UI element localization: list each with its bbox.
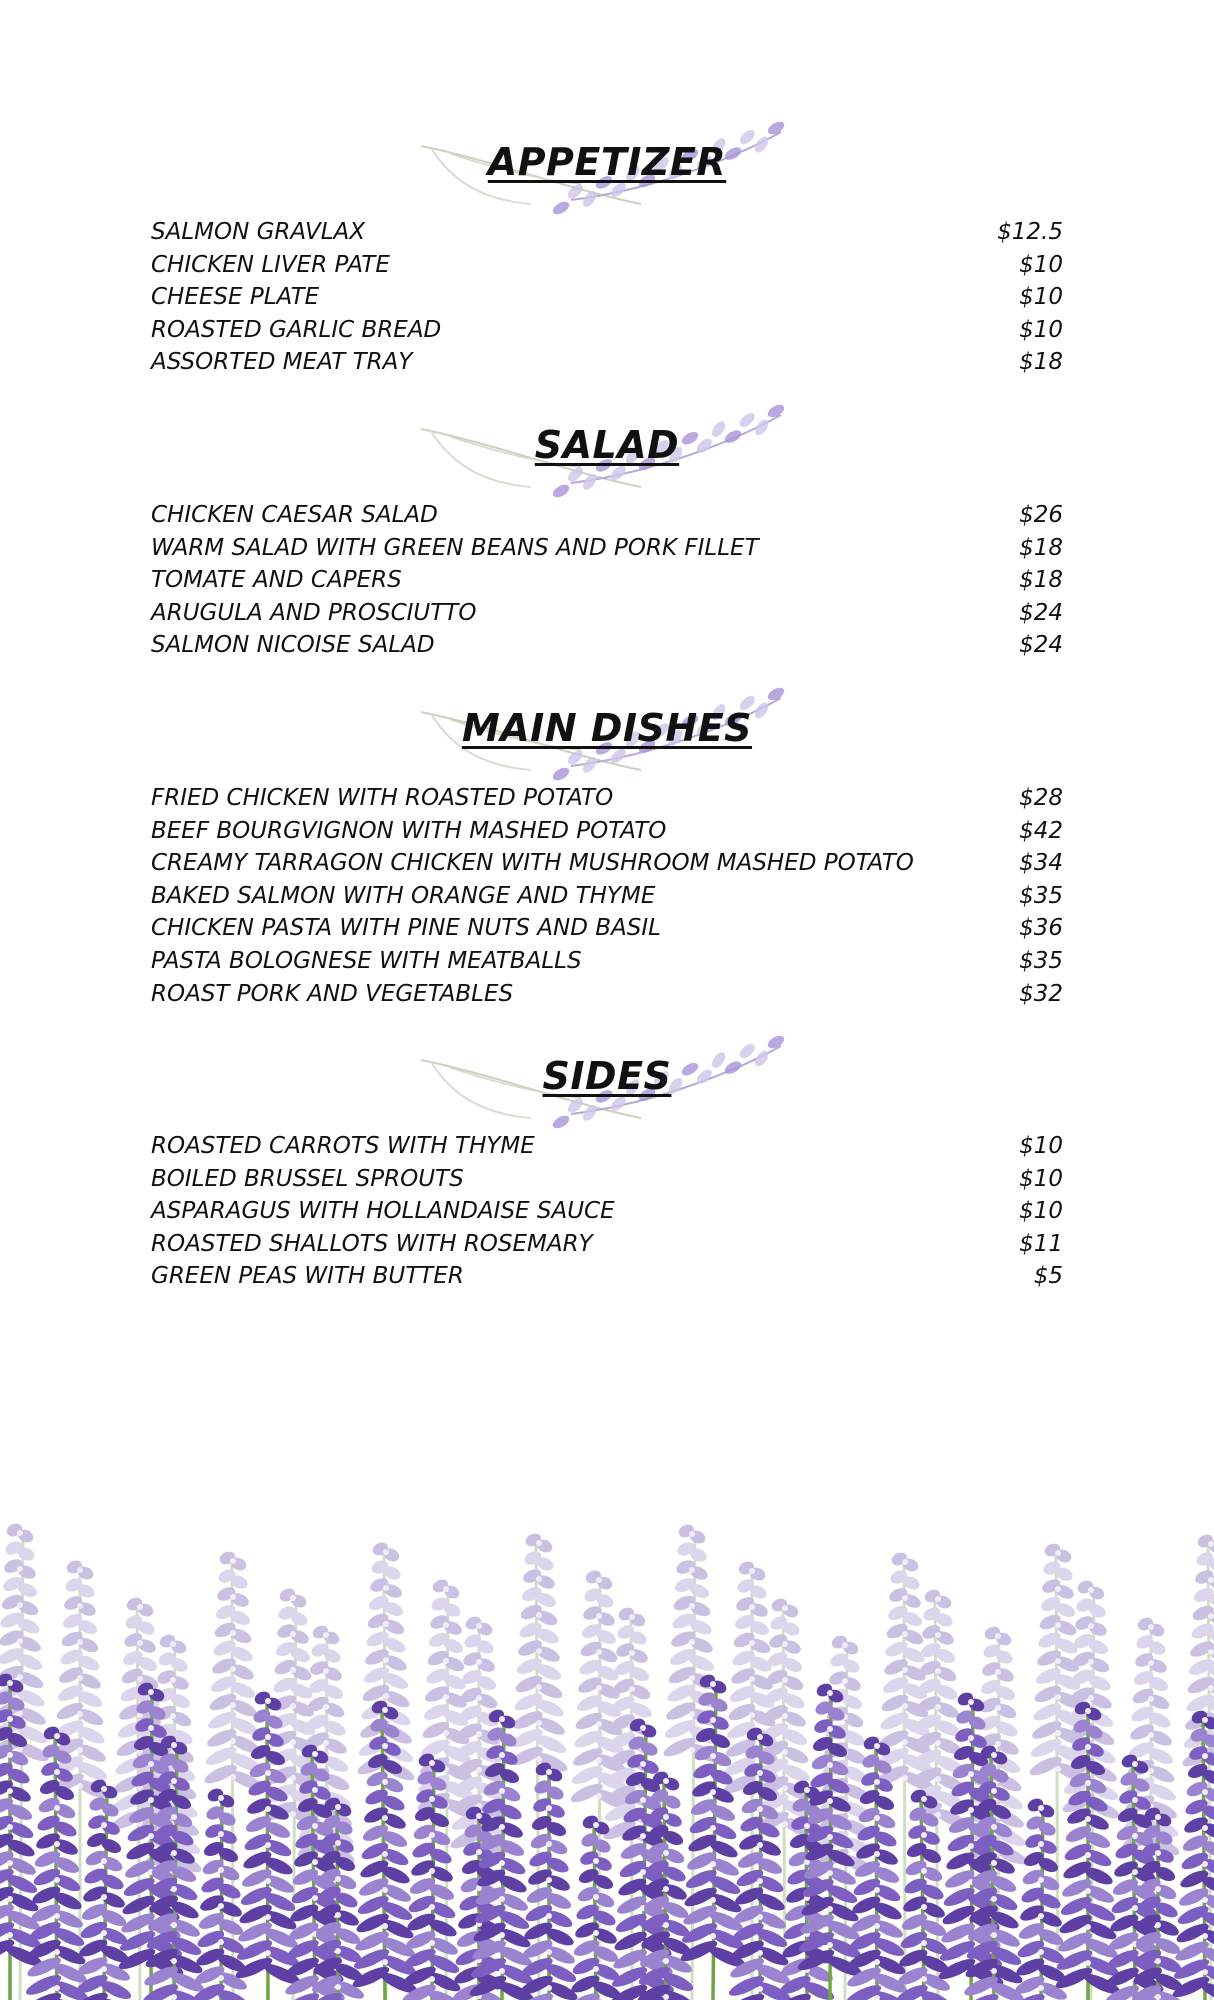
item-price: $11	[1019, 1230, 1063, 1257]
menu-item	[151, 499, 1063, 532]
item-price: $18	[1019, 567, 1063, 594]
menu	[151, 118, 1063, 1293]
menu-section-sides	[151, 1032, 1063, 1293]
section-header	[151, 118, 1063, 218]
item-price: $10	[1019, 284, 1063, 311]
item-name: ARUGULA AND PROSCIUTTO	[151, 599, 477, 626]
item-name: CREAMY TARRAGON CHICKEN WITH MUSHROOM MASHED POTATO	[151, 850, 914, 877]
item-price: $34	[1019, 850, 1063, 877]
item-price: $10	[1019, 1165, 1063, 1192]
item-price: $10	[1019, 251, 1063, 278]
menu-item	[151, 1228, 1063, 1261]
item-price: $42	[1019, 817, 1063, 844]
menu-section-appetizer	[151, 118, 1063, 379]
menu-item	[151, 815, 1063, 848]
item-name: CHEESE PLATE	[151, 284, 320, 311]
item-price: $18	[1019, 534, 1063, 561]
item-name: BAKED SALMON WITH ORANGE AND THYME	[151, 882, 656, 909]
menu-item	[151, 216, 1063, 249]
item-price: $24	[1019, 599, 1063, 626]
section-header	[151, 684, 1063, 784]
menu-item-list	[151, 782, 1063, 1010]
item-price: $24	[1019, 632, 1063, 659]
menu-item-list	[151, 216, 1063, 379]
menu-item-list	[151, 1130, 1063, 1293]
section-header	[151, 1032, 1063, 1132]
item-price: $35	[1019, 882, 1063, 909]
item-name: GREEN PEAS WITH BUTTER	[151, 1263, 464, 1290]
menu-item	[151, 314, 1063, 347]
menu-item	[151, 1130, 1063, 1163]
menu-section-main-dishes	[151, 684, 1063, 1010]
menu-item	[151, 564, 1063, 597]
item-name: ROASTED GARLIC BREAD	[151, 316, 442, 343]
item-price: $12.5	[997, 219, 1063, 245]
section-title: APPETIZER	[487, 140, 727, 184]
item-price: $28	[1019, 784, 1063, 811]
item-price: $10	[1019, 316, 1063, 343]
item-price: $18	[1019, 349, 1063, 376]
item-name: CHICKEN LIVER PATE	[151, 251, 390, 278]
item-price: $5	[1033, 1263, 1063, 1290]
menu-item	[151, 597, 1063, 630]
menu-item	[151, 281, 1063, 314]
item-price: $10	[1019, 1133, 1063, 1160]
menu-item	[151, 249, 1063, 282]
item-name: CHICKEN PASTA WITH PINE NUTS AND BASIL	[151, 915, 661, 942]
item-name: ROASTED CARROTS WITH THYME	[151, 1133, 535, 1160]
menu-item	[151, 847, 1063, 880]
item-name: ASPARAGUS WITH HOLLANDAISE SAUCE	[151, 1198, 615, 1225]
menu-item	[151, 945, 1063, 978]
item-name: WARM SALAD WITH GREEN BEANS AND PORK FILLET	[151, 534, 759, 561]
item-name: CHICKEN CAESAR SALAD	[151, 501, 438, 528]
menu-item	[151, 880, 1063, 913]
item-name: BOILED BRUSSEL SPROUTS	[151, 1165, 464, 1192]
item-name: ASSORTED MEAT TRAY	[151, 349, 413, 376]
item-price: $26	[1019, 501, 1063, 528]
menu-item	[151, 782, 1063, 815]
section-header	[151, 401, 1063, 501]
menu-item	[151, 1163, 1063, 1196]
menu-item	[151, 978, 1063, 1011]
item-name: TOMATE AND CAPERS	[151, 567, 402, 594]
lavender-field-illustration	[0, 1510, 1214, 2000]
item-price: $35	[1019, 947, 1063, 974]
item-name: ROAST PORK AND VEGETABLES	[151, 980, 514, 1007]
item-name: ROASTED SHALLOTS WITH ROSEMARY	[151, 1230, 593, 1257]
item-name: BEEF BOURGVIGNON WITH MASHED POTATO	[151, 817, 667, 844]
menu-item	[151, 1195, 1063, 1228]
section-title: MAIN DISHES	[461, 705, 753, 750]
menu-item	[151, 629, 1063, 662]
menu-item	[151, 1260, 1063, 1293]
menu-item	[151, 912, 1063, 945]
item-price: $36	[1019, 915, 1063, 942]
menu-item-list	[151, 499, 1063, 662]
item-name: FRIED CHICKEN WITH ROASTED POTATO	[151, 784, 614, 811]
section-title: SIDES	[542, 1054, 672, 1099]
item-price: $32	[1019, 980, 1063, 1007]
item-name: SALMON GRAVLAX	[151, 219, 366, 245]
menu-item	[151, 346, 1063, 379]
item-name: PASTA BOLOGNESE WITH MEATBALLS	[151, 947, 582, 974]
lavender-stalks	[0, 1521, 1214, 2000]
section-title: SALAD	[534, 422, 680, 467]
item-name: SALMON NICOISE SALAD	[151, 632, 435, 659]
menu-item	[151, 532, 1063, 565]
menu-section-salad	[151, 401, 1063, 662]
item-price: $10	[1019, 1198, 1063, 1225]
